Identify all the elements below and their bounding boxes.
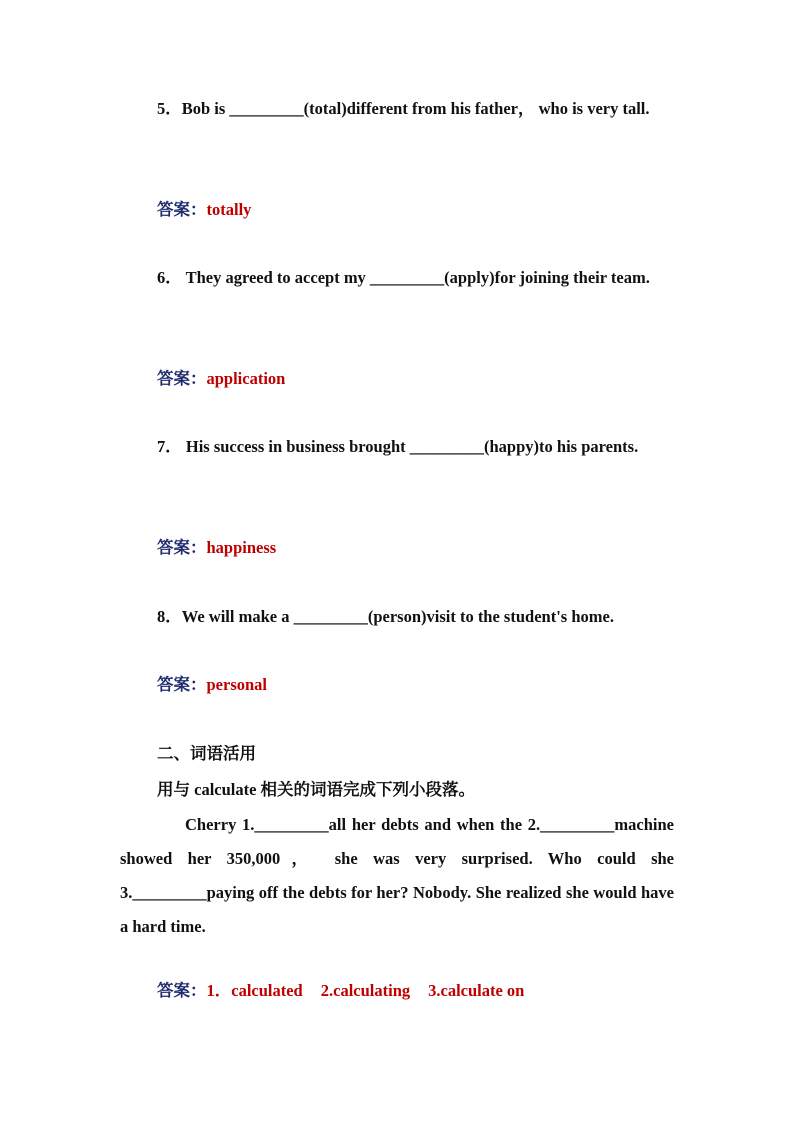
question-5: 5．Bob is _________(total)different from his father， who is very tall. <box>157 99 650 118</box>
question-8: 8．We will make a _________(person)visit to the student's home. <box>157 607 614 626</box>
answer-7 <box>157 530 677 565</box>
answer-value: personal <box>206 675 268 694</box>
answer-5 <box>157 192 677 227</box>
answer-value: totally <box>206 200 252 219</box>
answer-label: 答案： <box>157 369 207 388</box>
section-answer <box>157 973 677 1008</box>
answer-label: 答案： <box>157 200 207 219</box>
answer-6 <box>157 361 677 396</box>
section-instruction: 用与 calculate 相关的词语完成下列小段落。 <box>157 780 476 799</box>
answer-value: happiness <box>206 538 277 557</box>
section-heading: 二、词语活用 <box>157 744 256 763</box>
question-6: 6． They agreed to accept my _________(apply)for joining their team. <box>157 268 650 287</box>
answer-value: application <box>206 369 286 388</box>
answer-label: 答案： <box>157 675 207 694</box>
passage: Cherry 1._________all her debts and when the 2._________machine showed her 350,000， she was very surprised. Who could she 3._________paying off the debts for her? Nobody. She realized she would have a hard time. <box>120 815 674 936</box>
answer-label: 答案： <box>157 981 207 1000</box>
answer-label: 答案： <box>157 538 207 557</box>
answer-8 <box>157 667 677 702</box>
answer-value-2: 2.calculating <box>320 981 411 1000</box>
answer-value-1: 1．calculated <box>206 981 303 1000</box>
answer-value-3: 3.calculate on <box>428 981 525 1000</box>
question-7: 7． His success in business brought _________(happy)to his parents. <box>157 437 639 456</box>
